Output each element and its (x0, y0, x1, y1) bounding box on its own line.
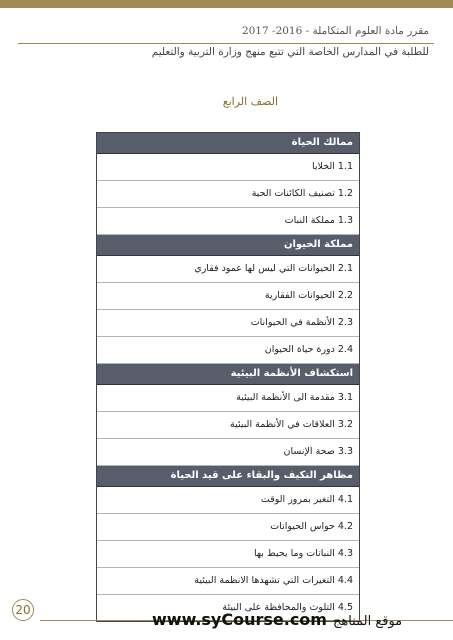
toc-item: 4.2 حواس الحيوانات (97, 514, 359, 541)
toc-item: 1.3 مملكة النبات (97, 208, 359, 235)
toc-item: 3.3 صحة الإنسان (97, 439, 359, 466)
section-header: استكشاف الأنظمة البيئية (97, 364, 359, 385)
toc-item: 4.1 التغير بمرور الوقت (97, 487, 359, 514)
section-header: ممالك الحياة (97, 133, 359, 154)
toc-item: 3.2 العلاقات في الأنظمة البيئية (97, 412, 359, 439)
watermark (152, 610, 402, 629)
section-header: مظاهر التكيف والبقاء على قيد الحياة (97, 466, 359, 487)
toc-item: 2.2 الحيوانات الفقارية (97, 283, 359, 310)
toc-item: 4.4 التغيرات التي تشهدها الانظمة البيئية (97, 568, 359, 595)
toc-item: 4.5 التلوث والمحافظة على البيئة (222, 602, 353, 613)
watermark-label: موقع المناهج (332, 614, 403, 629)
toc-item: 4.3 النباتات وما يحيط بها (97, 541, 359, 568)
grade-label: الصف الرابع (222, 95, 278, 108)
toc-item: 2.4 دورة حياة الحيوان (97, 337, 359, 364)
page-number: 20 (12, 599, 34, 621)
course-title: مقرر مادة العلوم المتكاملة - 2016- 2017 (241, 25, 429, 37)
watermark-url: www.syCourse.com (152, 610, 327, 629)
section-header: مملكة الحيوان (97, 235, 359, 256)
toc-item: 1.2 تصنيف الكائنات الحية (97, 181, 359, 208)
header-divider (18, 43, 434, 44)
toc-item: 3.1 مقدمة الى الأنظمة البيئية (97, 385, 359, 412)
top-decorative-bar (0, 0, 453, 8)
toc-item: 1.1 الخلايا (97, 154, 359, 181)
course-subtitle: للطلبة في المدارس الخاصة التي تتبع منهج وزارة التربية والتعليم (151, 46, 429, 58)
toc-item: 2.1 الحيوانات التي ليس لها عمود فقاري (97, 256, 359, 283)
table-of-contents (96, 132, 360, 622)
toc-item: 2.3 الأنظمة في الحيوانات (97, 310, 359, 337)
